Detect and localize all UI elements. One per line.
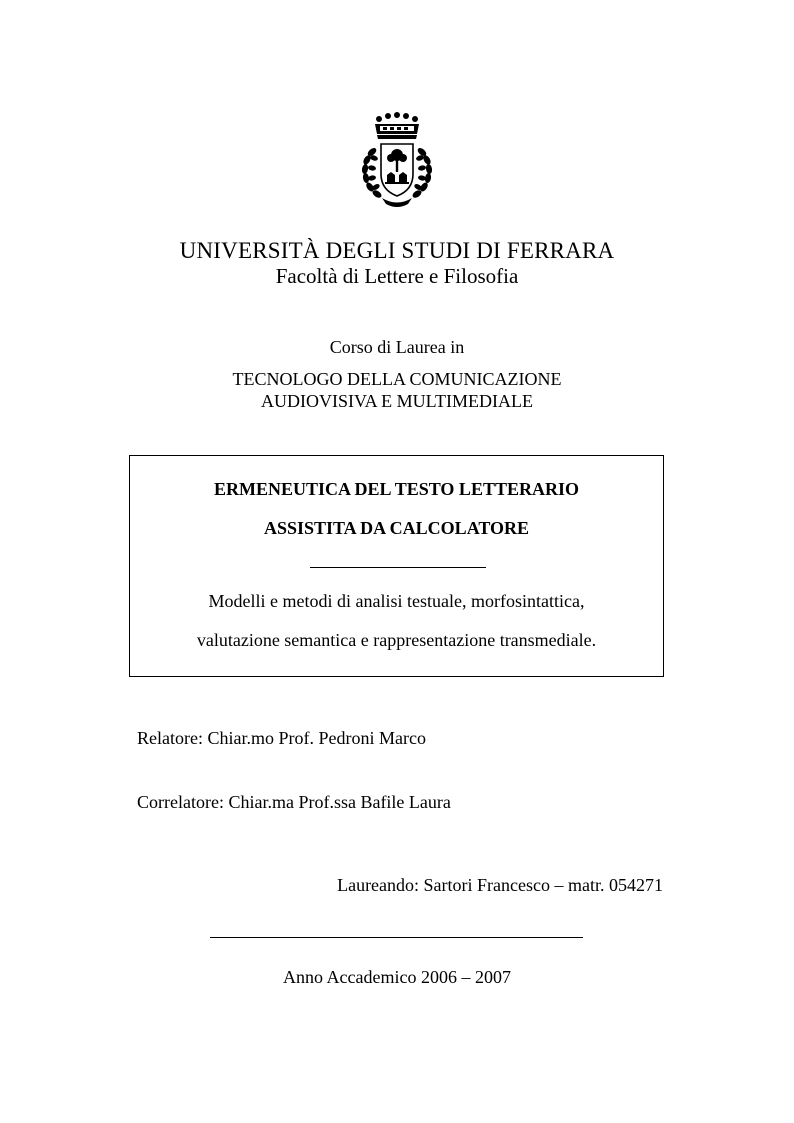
supervisor: Relatore: Chiar.mo Prof. Pedroni Marco xyxy=(137,728,426,748)
course-intro: Corso di Laurea in xyxy=(329,337,465,357)
faculty-name: Facoltà di Lettere e Filosofia xyxy=(275,264,519,288)
university-name: UNIVERSITÀ DEGLI STUDI DI FERRARA xyxy=(179,238,615,263)
title-divider xyxy=(310,567,486,568)
university-crest-icon xyxy=(358,112,436,210)
thesis-title-line-2: ASSISTITA DA CALCOLATORE xyxy=(263,518,530,538)
thesis-title-box xyxy=(129,455,664,677)
co-supervisor: Correlatore: Chiar.ma Prof.ssa Bafile Laura xyxy=(137,792,451,812)
thesis-title-line-1: ERMENEUTICA DEL TESTO LETTERARIO xyxy=(214,479,579,499)
academic-year: Anno Accademico 2006 – 2007 xyxy=(283,967,511,987)
footer-divider xyxy=(210,937,583,938)
candidate: Laureando: Sartori Francesco – matr. 054271 xyxy=(337,875,663,895)
course-name-line-1: TECNOLOGO DELLA COMUNICAZIONE xyxy=(232,369,562,389)
course-name-line-2: AUDIOVISIVA E MULTIMEDIALE xyxy=(261,391,533,411)
thesis-subtitle-line-1: Modelli e metodi di analisi testuale, morfosintattica, xyxy=(208,591,585,611)
thesis-subtitle-line-2: valutazione semantica e rappresentazione transmediale. xyxy=(196,630,597,650)
